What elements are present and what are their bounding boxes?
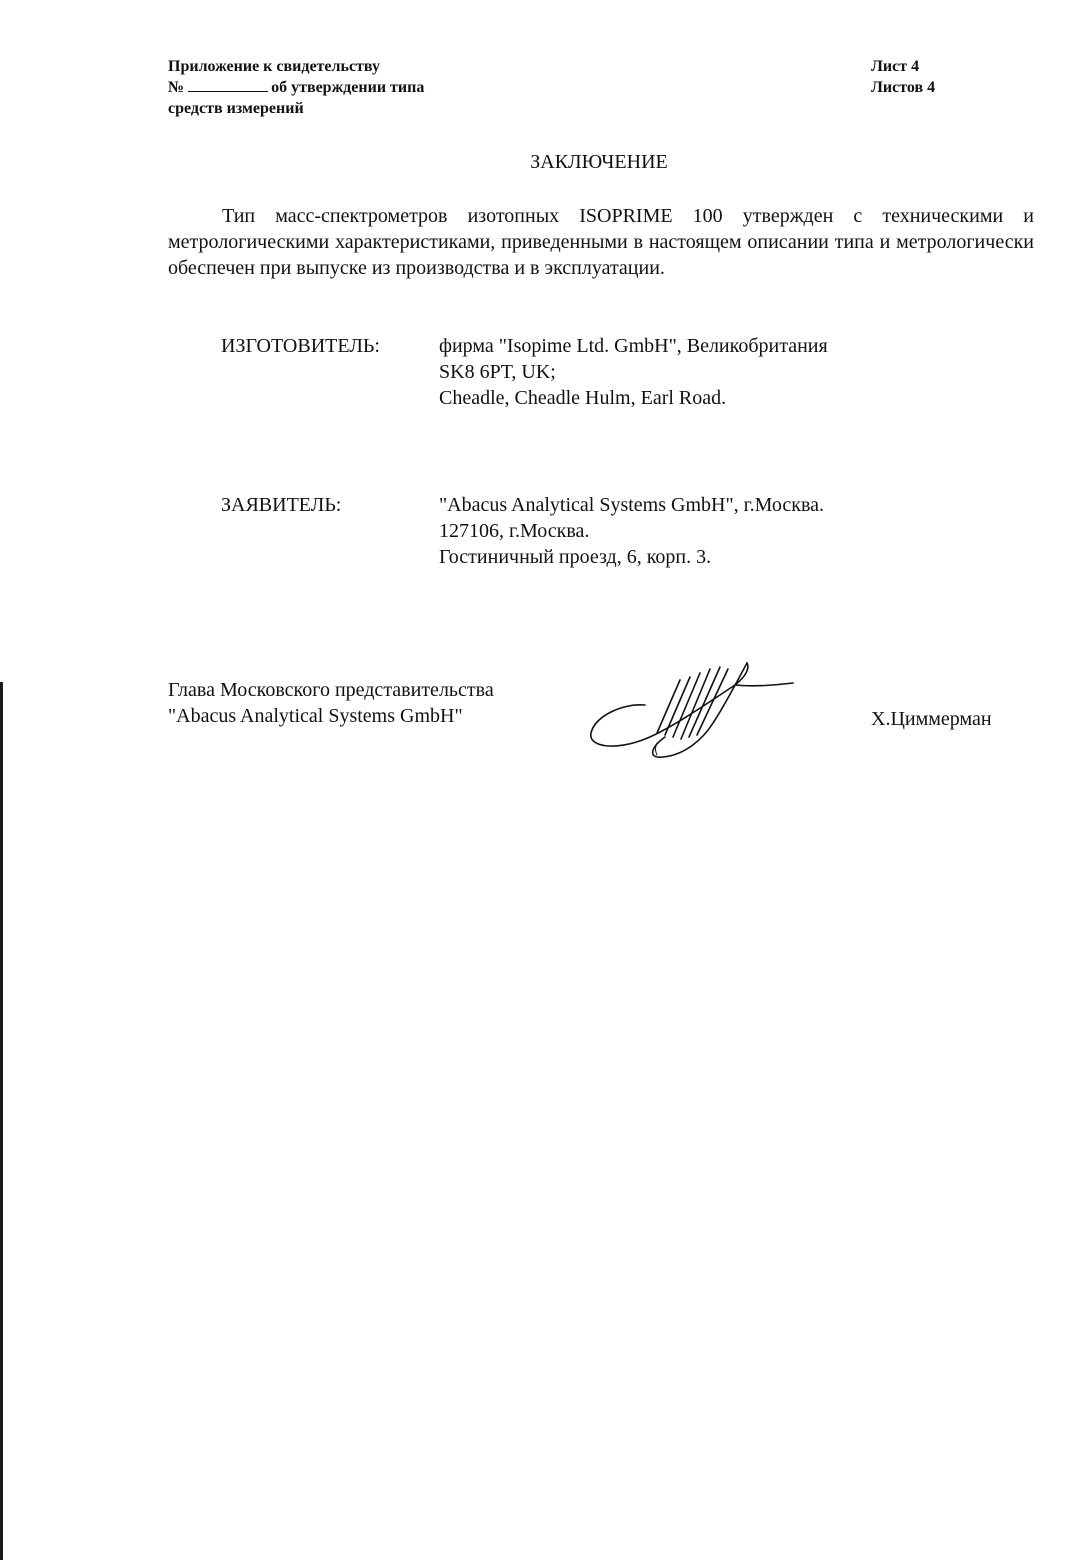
signer-position-line-1: Глава Московского представительства — [168, 679, 494, 701]
manufacturer-line: Cheadle, Cheadle Hulm, Earl Road. — [439, 387, 727, 409]
applicant-line: 127106, г.Москва. — [439, 520, 590, 542]
annex-line-2-text: об утверждении типа — [271, 79, 425, 96]
sheet-info — [871, 56, 935, 98]
certificate-number-blank — [188, 78, 268, 92]
manufacturer-line: фирма "Isopime Ltd. GmbH", Великобритания — [439, 335, 828, 357]
applicant-details — [439, 492, 824, 570]
scan-edge-line — [0, 682, 3, 1560]
applicant-line: Гостиничный проезд, 6, корп. 3. — [439, 546, 712, 568]
manufacturer-line: SK8 6PT, UK; — [439, 361, 556, 383]
signer-name: Х.Циммерман — [871, 708, 992, 730]
sheet-number: Лист 4 — [871, 58, 920, 75]
manufacturer-details — [439, 333, 828, 411]
conclusion-paragraph: Тип масс-спектрометров изотопных ISOPRIME 100 утвержден с техническими и метрологическими характеристиками, приведенными в настоящем описании типа и метрологически обеспечен при выпуске из производства и в эксплуатации. — [168, 205, 1034, 279]
signer-position-line-2: "Abacus Analytical Systems GmbH" — [168, 705, 463, 727]
annex-line-3: средств измерений — [168, 100, 304, 117]
number-sign: № — [168, 79, 185, 96]
annex-line-1: Приложение к свидетельству — [168, 58, 380, 75]
applicant-line: "Abacus Analytical Systems GmbH", г.Москва. — [439, 494, 825, 516]
signer-position — [168, 677, 494, 729]
applicant-label: ЗАЯВИТЕЛЬ: — [221, 494, 342, 516]
annex-line-2 — [168, 77, 424, 98]
sheets-total: Листов 4 — [871, 79, 936, 96]
certificate-annex-header — [168, 56, 424, 119]
document-title: ЗАКЛЮЧЕНИЕ — [530, 151, 668, 173]
handwritten-signature — [585, 655, 800, 765]
manufacturer-label: ИЗГОТОВИТЕЛЬ: — [221, 335, 380, 357]
